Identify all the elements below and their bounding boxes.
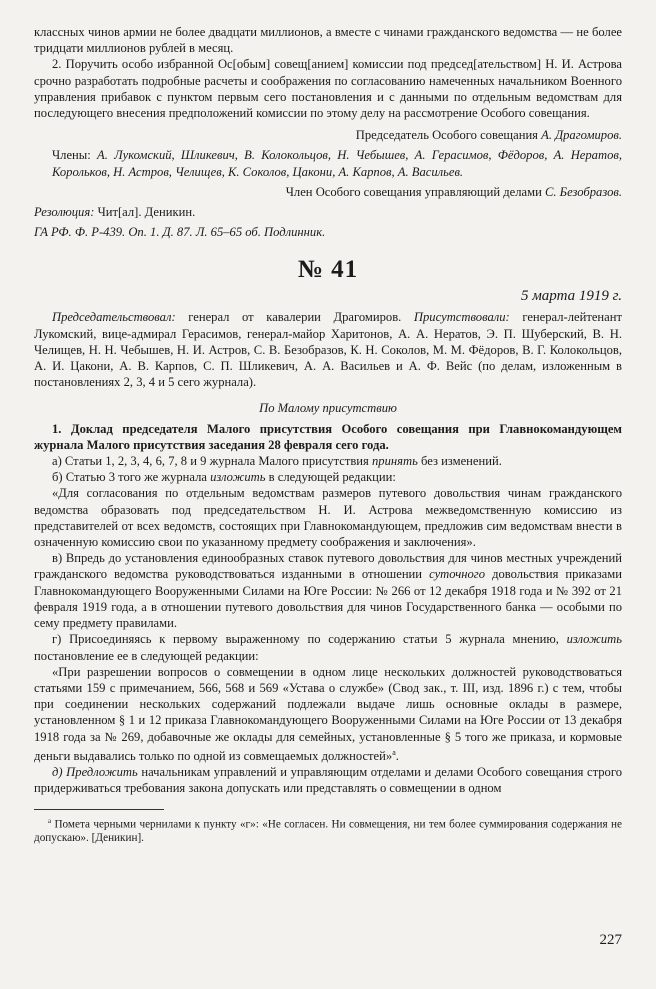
footnote-ref-a: а: [392, 747, 396, 757]
signature-members: [34, 147, 622, 179]
subitem-v-text: в) Впредь до установления единообразных ставок путевого довольствия для чинов местных учреждений гражданского ведомства руководствоваться изданными в отношении: [34, 551, 622, 582]
resolution-label: Резолюция:: [34, 205, 98, 220]
subitem-b: [34, 469, 622, 485]
subitem-a-tail: без изменений.: [417, 454, 502, 469]
quote-2-text: «При разрешении вопросов о совмещении в одном лице нескольких должностей руководствоваться статьями 159 с примечанием, 566, 568 и 569 «Устава о службе» (Свод зак., т. III, изд. 1896 г.) с тем, чтобы при соединении нескольких содержаний подлежали выдаче лишь основные оклады в размере, установленном § 1 и 12 приказа Главнокомандующего Вооруженными Силами на Юге России от 13 декабря 1918 года за № 269, добавочные же оклады для семейных, установленные § 5 того же приказа, и кормовые деньги выдавались только по одной из совмещаемых должностей»: [34, 664, 622, 763]
item-1-heading: 1. Доклад председателя Малого присутствия Особого совещания при Главнокомандующем журнала Малого присутствия заседания 28 февраля сего года.: [34, 421, 622, 452]
subitem-v-tail: довольствия приказами Главнокомандующего Вооруженными Силами на Юге России: № 266 от 12 декабря 1918 года и № 392 от 21 февраля 1919 года, а в отношении путевого довольствия для чинов Государственного банка — особыми по сему предмету правилами.: [34, 567, 622, 631]
footnote: [34, 814, 622, 846]
presided-label: Председательствовал:: [52, 310, 176, 325]
subitem-d-text: начальникам управлений и управляющим отделами и делами Особого совещания строго придерживаться требования закона допускать или представлять о совмещении в одном: [34, 765, 623, 796]
members-names: А. Лукомский, Шликевич, В. Колокольцов, Н. Чебышев, А. Герасимов, Фёдоров, А. Нератов, Корольков, Н. Астров, Челищев, К. Соколов, Цакони, А. Карпов, А. Васильев.: [52, 148, 622, 179]
resolution-text: Чит[ал]. Деникин.: [97, 205, 196, 220]
archive-reference: ГА РФ. Ф. Р-439. Оп. 1. Д. 87. Л. 65–65 об. Подлинник.: [34, 225, 326, 240]
footnote-mark: а: [48, 816, 52, 825]
paragraph-item-2: 2. Поручить особо избранной Ос[обым] совещ[анием] комиссии под председ[ательством] Н. И. Астрова срочно разработать подробные расчеты и соображения по согласованию намеченных начальником Военного управления прибавок с пунктом первым сего постановления и с данными по отдельным ведомствам для последующего внесения предположений комиссии по этому делу на рассмотрение Особого совещания.: [34, 57, 622, 121]
subitem-v: [34, 550, 622, 631]
subitem-b-tail: в следующей редакции:: [265, 470, 396, 485]
manager-name: С. Безобразов.: [544, 184, 622, 199]
quote-2-end: .: [395, 748, 399, 763]
subitem-g-emphasis: изложить: [566, 632, 622, 647]
paragraph-top-continuation: классных чинов армии не более двадцати миллионов, а вместе с чинами гражданского ведомства — не более тридцати миллионов рублей в месяц.: [34, 25, 622, 56]
quote-1: «Для согласования по отдельным ведомствам размеров путевого довольствия чинам гражданского ведомства образовать под председательством Н. И. Астрова межведомственную комиссию из представителей от всех ведомств, состоящих при Главнокомандующем, предложив сим ведомствам внести в означенную комиссию свои по указанному предмету соображения и заключения».: [34, 486, 622, 550]
members-label: Члены:: [52, 148, 97, 163]
subitem-g-text: г) Присоединяясь к первому выраженному по содержанию статьи 5 журнала мнению,: [52, 632, 567, 647]
present-label: Присутствовали:: [413, 310, 510, 325]
subitem-a-emphasis: принять: [371, 454, 418, 469]
subitem-b-emphasis: изложить: [210, 470, 266, 485]
attendance-paragraph: [34, 309, 622, 390]
subitem-d-emphasis: д) Предложить: [52, 765, 138, 780]
subitem-v-emphasis: суточного: [429, 567, 486, 582]
signature-manager: [34, 184, 622, 200]
presided-text: генерал от кавалерии Драгомиров.: [175, 310, 414, 325]
subitem-a: [34, 453, 622, 469]
subitem-a-text: а) Статьи 1, 2, 3, 4, 6, 7, 8 и 9 журнала Малого присутствия: [52, 454, 372, 469]
subitem-g: [34, 631, 622, 663]
signature-chairman: [34, 127, 622, 143]
page-number: 227: [599, 932, 622, 948]
footnote-divider: [34, 809, 164, 810]
document-number: № 41: [297, 256, 359, 284]
resolution: [34, 204, 622, 220]
document-page: [34, 24, 622, 845]
quote-2: [34, 664, 622, 764]
subitem-b-text: б) Статью 3 того же журнала: [52, 470, 211, 485]
footnote-text: Помета черными чернилами к пункту «г»: «Не согласен. Ни совмещения, ни тем более суммирования содержания не допускаю». [Деникин].: [34, 818, 622, 845]
manager-label: Член Особого совещания управляющий делами: [285, 184, 545, 199]
subitem-g-tail: постановление ее в следующей редакции:: [34, 648, 259, 663]
document-date: 5 марта 1919 г.: [520, 288, 622, 305]
chair-label: Председатель Особого совещания: [355, 128, 542, 143]
present-text: генерал-лейтенант Лукомский, вице-адмирал Герасимов, генерал-майор Харитонов, А. А. Нератов, Э. П. Шуберский, В. Н. Челищев, Н. Н. Чебышев, Н. И. Астров, С. В. Безобразов, К. Н. Соколов, М. М. Фёдоров, В. Г. Колокольцов, А. И. Цакони, А. В. Карпов, С. П. Шликевич, А. А. Васильев и А. Ф. Вейс (по делам, изложенным в постановлениях 2, 3, 4 и 5 сего журнала).: [34, 310, 623, 390]
chair-name: А. Драгомиров.: [541, 128, 622, 143]
subitem-d: [34, 764, 622, 796]
section-title: По Малому присутствию: [259, 401, 397, 416]
